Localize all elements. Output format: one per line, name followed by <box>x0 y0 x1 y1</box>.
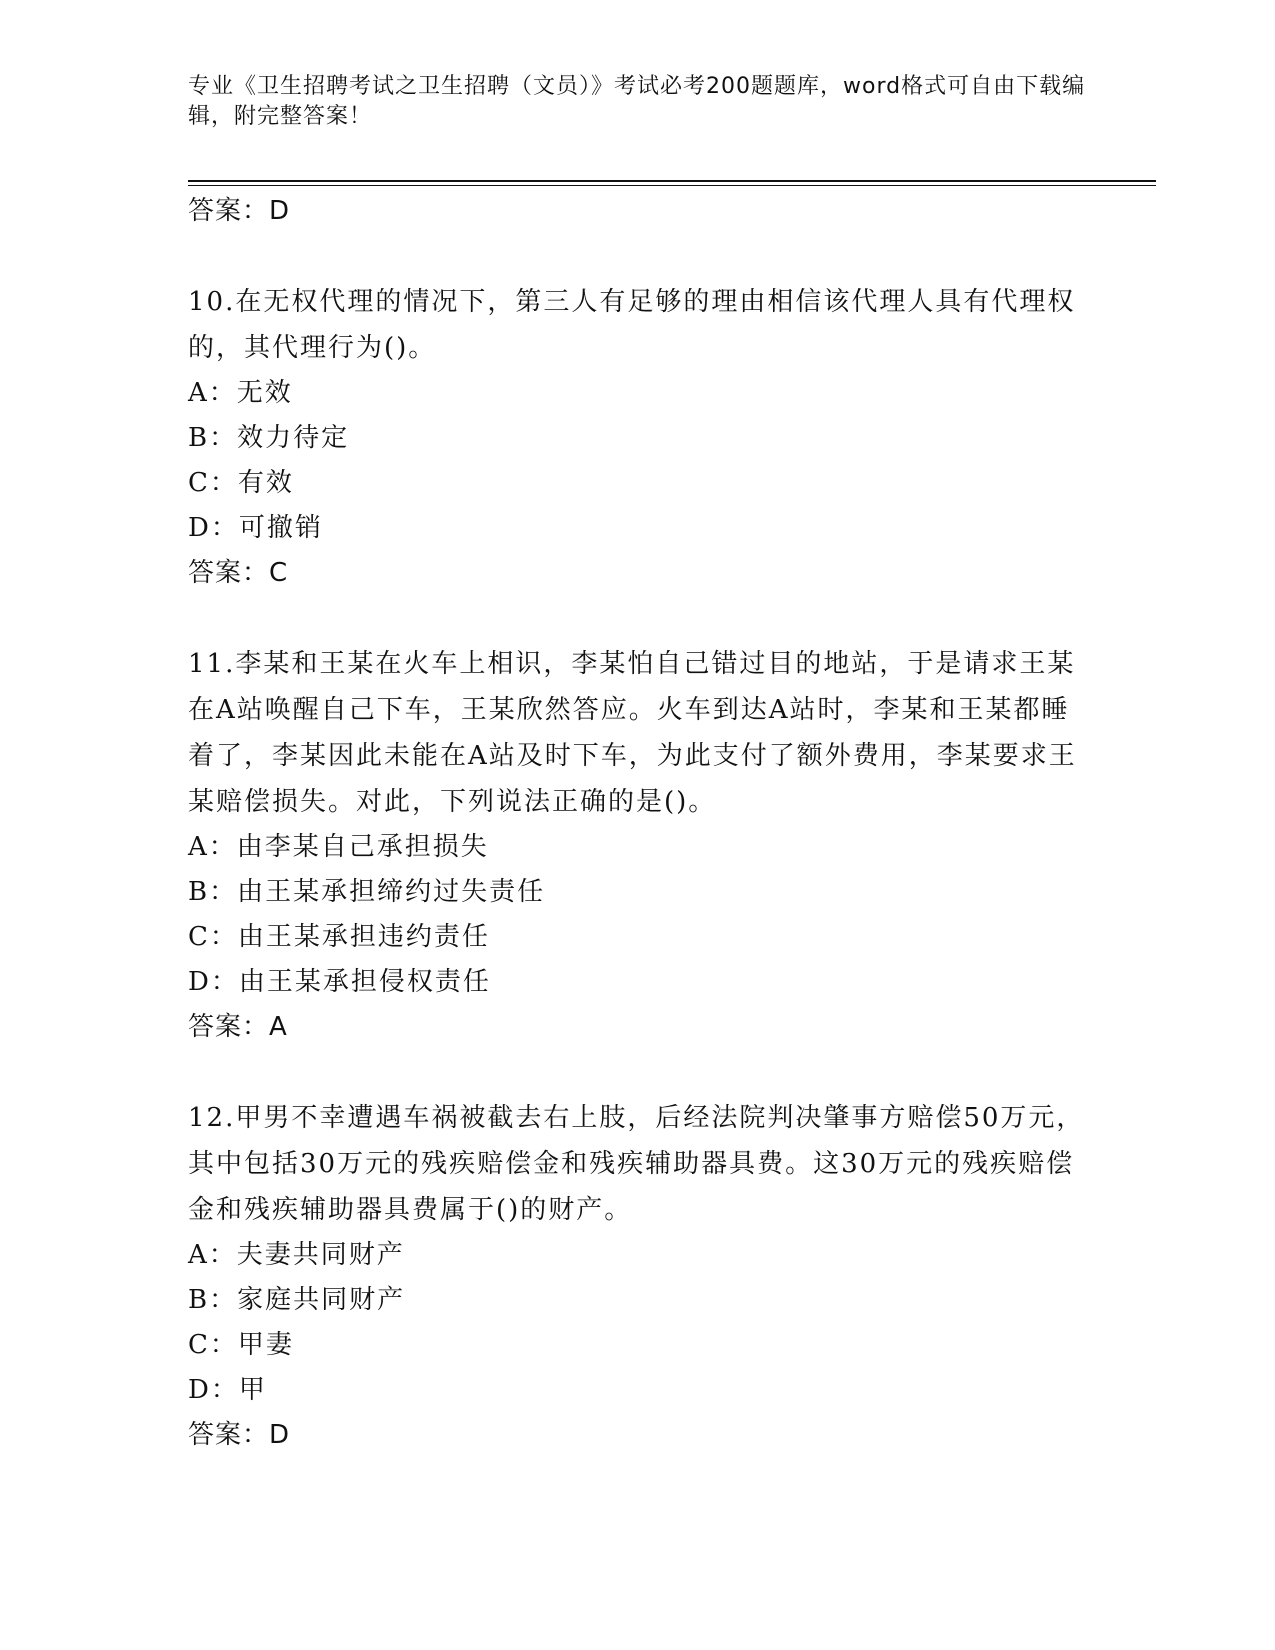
answer-line: 答案：D <box>188 196 291 226</box>
question-block <box>188 641 1088 1049</box>
option-b: B：家庭共同财产 <box>188 1285 406 1315</box>
option-c: C：由王某承担违约责任 <box>188 922 490 952</box>
question-stem: 11.李某和王某在火车上相识，李某怕自己错过目的地站，于是请求王某在A站唤醒自己下车，王某欣然答应。火车到达A站时，李某和王某都睡着了，李某因此未能在A站及时下车，为此支付了额外费用，李某要求王某赔偿损失。对此，下列说法正确的是()。 <box>188 649 1077 817</box>
document-header: 专业《卫生招聘考试之卫生招聘（文员）》考试必考200题题库，word格式可自由下载编辑，附完整答案！ <box>188 74 1086 129</box>
document-body <box>188 189 1088 1457</box>
answer-line: 答案：D <box>188 1420 291 1450</box>
option-b: B：效力待定 <box>188 423 350 453</box>
option-a: A：无效 <box>188 378 293 408</box>
header-rule <box>188 180 1156 182</box>
option-a: A：夫妻共同财产 <box>188 1240 405 1270</box>
option-c: C：甲妻 <box>188 1330 294 1360</box>
option-d: D：可撤销 <box>188 513 323 543</box>
header-rule-thin <box>188 185 1156 186</box>
question-stem: 10.在无权代理的情况下，第三人有足够的理由相信该代理人具有代理权的，其代理行为()。 <box>188 287 1076 363</box>
option-c: C：有效 <box>188 468 294 498</box>
question-stem: 12.甲男不幸遭遇车祸被截去右上肢，后经法院判决肇事方赔偿50万元，其中包括30万元的残疾赔偿金和残疾辅助器具费。这30万元的残疾赔偿金和残疾辅助器具费属于()的财产。 <box>188 1103 1085 1225</box>
option-a: A：由李某自己承担损失 <box>188 832 489 862</box>
option-d: D：由王某承担侵权责任 <box>188 967 491 997</box>
answer-line: 答案：A <box>188 1012 288 1042</box>
answer-line: 答案：C <box>188 558 289 588</box>
question-block <box>188 279 1088 595</box>
option-d: D：甲 <box>188 1375 267 1405</box>
question-block <box>188 1095 1088 1457</box>
option-b: B：由王某承担缔约过失责任 <box>188 877 546 907</box>
